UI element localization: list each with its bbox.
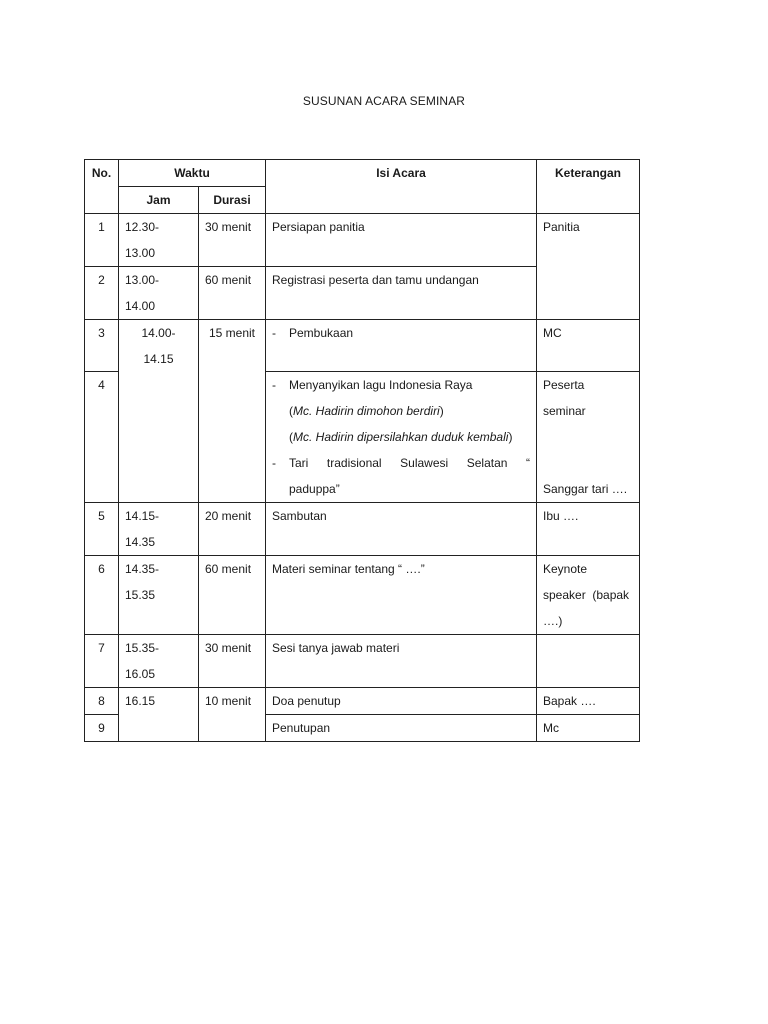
isi-line (272, 450, 530, 476)
row-no: 6 (85, 556, 119, 635)
jam-end: 13.00 (125, 246, 156, 260)
header-row (85, 160, 640, 187)
ket-line: ….) (543, 614, 563, 628)
paren-close: ) (508, 430, 513, 444)
jam-end: 14.15 (143, 352, 174, 366)
jam-end: 16.05 (125, 667, 156, 681)
jam-end: 15.35 (125, 588, 156, 602)
row-isi: Penutupan (266, 715, 537, 742)
agenda-table (84, 159, 640, 742)
jam-start: 14.15- (125, 509, 160, 523)
jam-end: 14.00 (125, 299, 156, 313)
row-no: 9 (85, 715, 119, 742)
jam-start: 15.35- (125, 641, 160, 655)
header-jam: Jam (119, 187, 199, 214)
paren-open: ( (289, 404, 293, 418)
paren-open: ( (289, 430, 293, 444)
row-durasi: 10 menit (199, 688, 266, 742)
row-keterangan: MC (537, 320, 640, 372)
row-keterangan (537, 556, 640, 635)
isi-word: Selatan (466, 456, 508, 470)
row-jam (119, 214, 199, 267)
header-no: No. (85, 160, 119, 214)
table-row (85, 503, 640, 556)
isi-note: Mc. Hadirin dipersilahkan duduk kembali (293, 430, 509, 444)
row-keterangan: Panitia (537, 214, 640, 320)
isi-line (272, 424, 530, 450)
row-isi: Persiapan panitia (266, 214, 537, 267)
row-no: 7 (85, 635, 119, 688)
row-isi (266, 372, 537, 503)
header-durasi: Durasi (199, 187, 266, 214)
table-row (85, 214, 640, 267)
merged-durasi: 15 menit (199, 320, 266, 503)
isi-word: Tari (289, 456, 309, 470)
bullet-dash: - (272, 326, 276, 340)
jam-start: 13.00- (125, 273, 160, 287)
row-jam (119, 267, 199, 320)
table-row (85, 556, 640, 635)
isi-line (272, 372, 530, 398)
row-jam (119, 503, 199, 556)
isi-word: Sulawesi (400, 456, 449, 470)
row-no: 2 (85, 267, 119, 320)
table-row (85, 320, 640, 372)
isi-word: tradisional (326, 456, 382, 470)
header-waktu: Waktu (119, 160, 266, 187)
header-isi-acara: Isi Acara (266, 160, 537, 214)
isi-text: Menyanyikan lagu Indonesia Raya (289, 378, 473, 392)
jam-start: 14.00- (141, 326, 176, 340)
ket-line: speaker (bapak (543, 588, 630, 602)
merged-jam (119, 320, 199, 503)
row-durasi: 60 menit (199, 267, 266, 320)
isi-word: “ (525, 456, 530, 470)
ket-line: seminar (543, 404, 586, 418)
ket-line: Peserta (543, 378, 585, 392)
ket-line: Keynote (543, 562, 588, 576)
isi-line: paduppa” (289, 482, 340, 496)
page-title: SUSUNAN ACARA SEMINAR (302, 94, 466, 108)
row-keterangan (537, 635, 640, 688)
jam-start: 12.30- (125, 220, 160, 234)
isi-text: Pembukaan (289, 326, 354, 340)
row-no: 3 (85, 320, 119, 372)
paren-close: ) (439, 404, 444, 418)
row-no: 8 (85, 688, 119, 715)
row-durasi: 30 menit (199, 214, 266, 267)
isi-line (272, 398, 530, 424)
row-jam: 16.15 (119, 688, 199, 742)
row-no: 5 (85, 503, 119, 556)
jam-start: 14.35- (125, 562, 160, 576)
jam-end: 14.35 (125, 535, 156, 549)
row-isi: Registrasi peserta dan tamu undangan (266, 267, 537, 320)
row-durasi: 30 menit (199, 635, 266, 688)
row-keterangan: Bapak …. (537, 688, 640, 715)
header-keterangan: Keterangan (537, 160, 640, 214)
row-no: 1 (85, 214, 119, 267)
row-jam (119, 635, 199, 688)
row-no: 4 (85, 372, 119, 503)
table-row (85, 635, 640, 688)
ket-spacer (543, 424, 633, 476)
isi-note: Mc. Hadirin dimohon berdiri (293, 404, 440, 418)
ket-line: Sanggar tari …. (543, 482, 628, 496)
table-row (85, 688, 640, 715)
row-isi: Materi seminar tentang “ ….” (266, 556, 537, 635)
row-keterangan: Mc (537, 715, 640, 742)
row-isi: Sesi tanya jawab materi (266, 635, 537, 688)
row-isi: Sambutan (266, 503, 537, 556)
row-keterangan (537, 372, 640, 503)
row-isi (266, 320, 537, 372)
bullet-dash: - (272, 456, 276, 470)
row-durasi: 20 menit (199, 503, 266, 556)
row-isi: Doa penutup (266, 688, 537, 715)
row-keterangan: Ibu …. (537, 503, 640, 556)
row-jam (119, 556, 199, 635)
bullet-dash: - (272, 378, 276, 392)
row-durasi: 60 menit (199, 556, 266, 635)
isi-justified (289, 450, 530, 476)
